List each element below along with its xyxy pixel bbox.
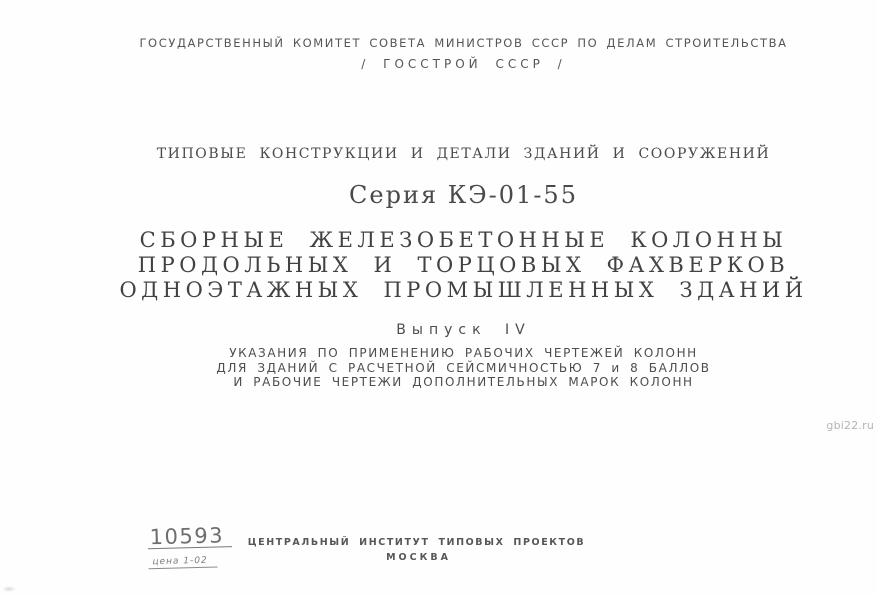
scan-artifact — [2, 586, 16, 592]
stamp-price: цена 1-02 — [148, 555, 218, 569]
issue-label: Выпуск IV — [396, 322, 531, 338]
stamp-number: 10593 — [147, 524, 232, 549]
subtitle-line-3: И РАБОЧИЕ ЧЕРТЕЖИ ДОПОЛНИТЕЛЬНЫХ МАРОК КОЛОНН — [233, 375, 694, 389]
subtitle-line-1: УКАЗАНИЯ ПО ПРИМЕНЕНИЮ РАБОЧИХ ЧЕРТЕЖЕЙ КОЛОНН — [229, 346, 698, 360]
header-gosstroy-line: / ГОССТРОЙ СССР / — [361, 57, 566, 71]
document-title — [25, 228, 877, 303]
watermark: gbi22.ru — [826, 419, 874, 432]
footer-city: МОСКВА — [386, 552, 451, 563]
issue-subtitle — [25, 346, 877, 390]
series-number: Серия КЭ-01-55 — [349, 181, 578, 209]
series-category-label: ТИПОВЫЕ КОНСТРУКЦИИ И ДЕТАЛИ ЗДАНИЙ И СООРУЖЕНИЙ — [156, 146, 771, 162]
title-line-3: ОДНОЭТАЖНЫХ ПРОМЫШЛЕННЫХ ЗДАНИЙ — [119, 278, 808, 302]
title-line-1: СБОРНЫЕ ЖЕЛЕЗОБЕТОННЫЕ КОЛОННЫ — [139, 228, 788, 252]
title-line-2: ПРОДОЛЬНЫХ И ТОРЦОВЫХ ФАХВЕРКОВ — [137, 253, 790, 277]
header-committee-line: ГОСУДАРСТВЕННЫЙ КОМИТЕТ СОВЕТА МИНИСТРОВ СССР ПО ДЕЛАМ СТРОИТЕЛЬСТВА — [139, 36, 788, 50]
footer-institute: ЦЕНТРАЛЬНЫЙ ИНСТИТУТ ТИПОВЫХ ПРОЕКТОВ — [247, 537, 586, 548]
subtitle-line-2: ДЛЯ ЗДАНИЙ С РАСЧЕТНОЙ СЕЙСМИЧНОСТЬЮ 7 и 8 БАЛЛОВ — [216, 360, 711, 375]
